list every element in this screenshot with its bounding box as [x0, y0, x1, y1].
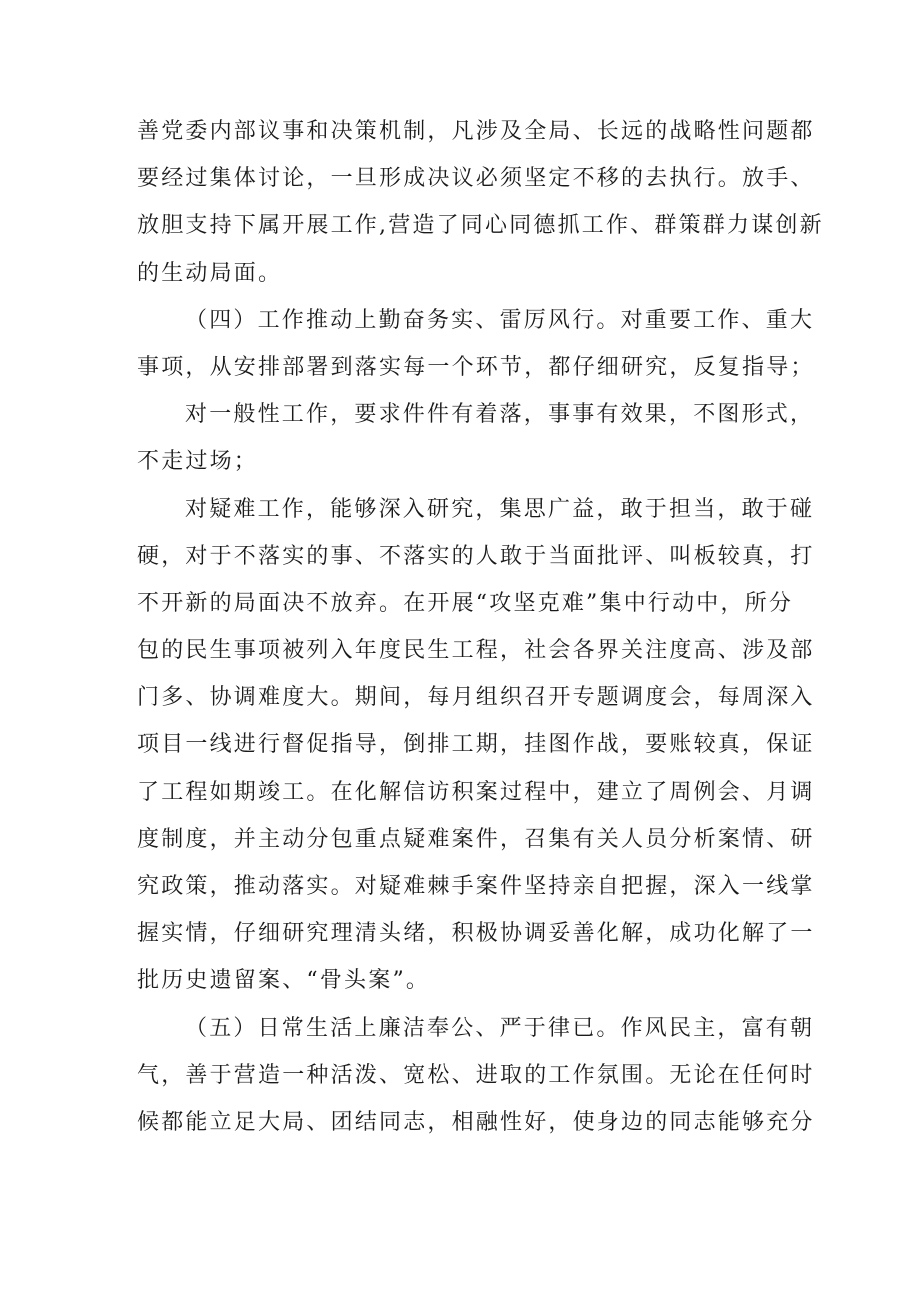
text-line: 包的民生事项被列入年度民生工程，社会各界关注度高、涉及部 [137, 638, 815, 664]
text-line: 硬，对于不落实的事、不落实的人敢于当面批评、叫板较真，打 [137, 543, 815, 569]
text-line: 放胆支持下属开展工作,营造了同心同德抓工作、群策群力谋创新 [137, 213, 824, 239]
document-body [137, 108, 824, 1146]
text-line: 门多、协调难度大。期间，每月组织召开专题调度会，每周深入 [137, 685, 815, 711]
text-line: 对疑难工作，能够深入研究，集思广益，敢于担当，敢于碰 [185, 496, 815, 522]
text-line: 项目一线进行督促指导，倒排工期，挂图作战，要账较真，保证 [137, 732, 815, 758]
text-line: 度制度，并主动分包重点疑难案件，召集有关人员分析案情、研 [137, 826, 815, 852]
text-line: 不走过场； [137, 449, 259, 475]
text-line: 握实情，仔细研究理清头绪，积极协调妥善化解，成功化解了一 [137, 921, 815, 947]
text-line: 候都能立足大局、团结同志，相融性好，使身边的同志能够充分 [137, 1109, 815, 1135]
text-line: 不开新的局面决不放弃。在开展“攻坚克难”集中行动中，所分 [137, 590, 794, 616]
text-line: 事项，从安排部署到落实每一个环节，都仔细研究，反复指导； [137, 354, 815, 380]
text-line: 了工程如期竣工。在化解信访积案过程中，建立了周例会、月调 [137, 779, 815, 805]
text-line: 要经过集体讨论，一旦形成决议必须坚定不移的去执行。放手、 [137, 166, 815, 192]
text-line: 气，善于营造一种活泼、宽松、进取的工作氛围。无论在任何时 [137, 1062, 815, 1088]
text-line: 对一般性工作，要求件件有着落，事事有效果，不图形式， [185, 402, 815, 428]
text-line: （四）工作推动上勤奋务实、雷厉风行。对重要工作、重大 [185, 307, 815, 333]
text-line: 的生动局面。 [137, 260, 283, 286]
text-line: 批历史遗留案、“骨头案”。 [137, 968, 431, 994]
text-line: 善党委内部议事和决策机制，凡涉及全局、长远的战略性问题都 [137, 119, 815, 144]
text-line: 究政策，推动落实。对疑难棘手案件坚持亲自把握，深入一线掌 [137, 874, 815, 899]
text-line: （五）日常生活上廉洁奉公、严于律已。作风民主，富有朝 [185, 1015, 815, 1041]
